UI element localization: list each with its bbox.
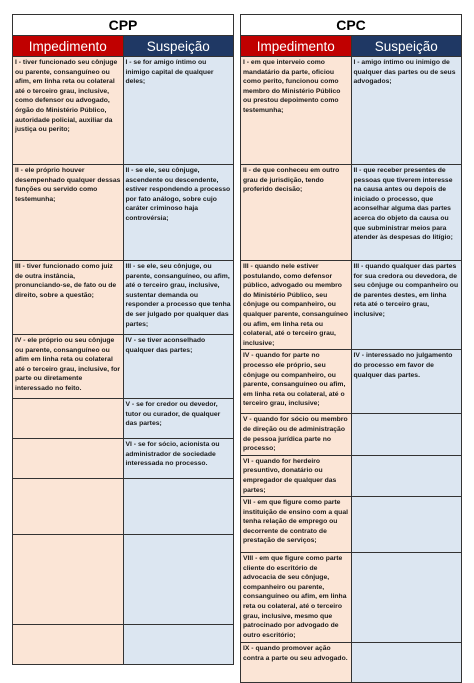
cpc-impedimento-text: III - quando nele estiver postulando, como defensor público, advogado ou membro do Ministério Público, seu cônjuge ou companheiro, ou qualquer parente, consanguíneo ou afim, em linha reta ou colateral, até o terceiro grau, inclusive;: [243, 263, 348, 347]
cpp-row: [13, 479, 234, 535]
cpp-row: [13, 57, 234, 165]
cpp-suspeicao-cell: [123, 625, 234, 665]
cpc-impedimento-text: VI - quando for herdeiro presuntivo, donatário ou empregador de qualquer das partes;: [243, 457, 337, 494]
cpp-row: [13, 625, 234, 665]
cpc-impedimento-cell: [241, 350, 352, 414]
cpc-impedimento-cell: [241, 455, 352, 496]
cpc-row: [241, 350, 462, 414]
cpc-suspeicao-cell: [351, 165, 462, 261]
cpc-panel: [240, 14, 462, 683]
cpc-suspeicao-text: II - que receber presentes de pessoas que tiverem interesse na causa antes ou depois de iniciado o processo, que aconselhar alguma das partes acerca do objeto da causa ou que subministrar meios para atender às despesas do litígio;: [353, 167, 453, 242]
cpc-row: [241, 261, 462, 350]
cpp-suspeicao-text: I - se for amigo íntimo ou inimigo capital de qualquer deles;: [125, 59, 214, 86]
cpp-row: [13, 535, 234, 625]
cpc-suspeicao-cell: [351, 643, 462, 683]
cpc-header-impedimento: Impedimento: [241, 36, 352, 57]
cpp-suspeicao-cell: [123, 57, 234, 165]
cpp-suspeicao-cell: [123, 399, 234, 439]
cpp-rows: [13, 57, 234, 665]
cpp-suspeicao-cell: [123, 439, 234, 479]
cpp-header-suspeicao: Suspeição: [123, 36, 234, 57]
cpp-suspeicao-text: III - se ele, seu cônjuge, ou parente, consanguíneo, ou afim, até o terceiro grau, inclusive, sustentar demanda ou responder a processo que tenha de ser julgado por qualquer das partes;: [125, 263, 231, 328]
cpc-impedimento-text: V - quando for sócio ou membro de direção ou de administração de pessoa jurídica parte no processo;: [243, 416, 348, 453]
cpc-row: [241, 553, 462, 643]
cpc-suspeicao-text: IV - interessado no julgamento do processo em favor de qualquer das partes.: [353, 352, 453, 379]
cpp-suspeicao-cell: [123, 535, 234, 625]
cpp-row: [13, 399, 234, 439]
cpp-row: [13, 439, 234, 479]
cpc-suspeicao-cell: [351, 350, 462, 414]
cpp-suspeicao-text: II - se ele, seu cônjuge, ascendente ou descendente, estiver respondendo a processo por fato análogo, sobre cujo caráter criminoso haja controvérsia;: [125, 167, 231, 222]
cpc-suspeicao-cell: [351, 57, 462, 165]
cpc-impedimento-text: IX - quando promover ação contra a parte ou seu advogado.: [243, 645, 348, 662]
cpc-title: CPC: [240, 14, 462, 35]
cpc-row: [241, 57, 462, 165]
cpc-table: [240, 35, 462, 683]
cpp-impedimento-text: I - tiver funcionado seu cônjuge ou parente, consanguíneo ou afim, em linha reta ou colateral até o terceiro grau, inclusive, como defensor ou advogado, órgão do Ministério Público, autoridade policial, auxiliar da justiça ou perito;: [15, 59, 118, 134]
cpp-row: [13, 335, 234, 399]
cpc-suspeicao-text: III - quando qualquer das partes for sua credora ou devedora, de seu cônjuge ou companheiro ou de parentes destes, em linha reta até o terceiro grau, inclusive;: [353, 263, 459, 318]
cpc-suspeicao-cell: [351, 261, 462, 350]
cpc-impedimento-cell: [241, 57, 352, 165]
cpc-suspeicao-cell: [351, 553, 462, 643]
cpc-row: [241, 165, 462, 261]
cpp-impedimento-cell: [13, 535, 124, 625]
cpp-impedimento-cell: [13, 399, 124, 439]
cpc-row: [241, 497, 462, 553]
cpc-suspeicao-cell: [351, 455, 462, 496]
cpc-impedimento-text: I - em que interveio como mandatário da parte, oficiou como perito, funcionou como membro do Ministério Público ou prestou depoimento como testemunha;: [243, 59, 341, 114]
cpc-row: [241, 643, 462, 683]
cpc-suspeicao-cell: [351, 414, 462, 455]
cpp-impedimento-cell: [13, 165, 124, 261]
cpp-impedimento-text: III - tiver funcionado como juiz de outra instância, pronunciando-se, de fato ou de direito, sobre a questão;: [15, 263, 117, 299]
cpc-impedimento-text: IV - quando for parte no processo ele próprio, seu cônjuge ou companheiro, ou parente, consanguíneo ou afim, em linha reta ou colateral, até o terceiro grau, inclusive;: [243, 352, 346, 408]
cpc-suspeicao-cell: [351, 497, 462, 553]
cpc-impedimento-text: VIII - em que figure como parte cliente do escritório de advocacia de seu cônjuge, companheiro ou parente, consanguíneo ou afim, em linha reta ou colateral, até o terceiro grau, inclusive, mesmo que patrocinado por advogado de outro escritório;: [243, 555, 347, 639]
cpp-row: [13, 261, 234, 335]
cpp-impedimento-cell: [13, 479, 124, 535]
cpp-row: [13, 165, 234, 261]
cpc-impedimento-cell: [241, 553, 352, 643]
cpc-impedimento-cell: [241, 414, 352, 455]
cpp-panel: [12, 14, 234, 665]
cpp-impedimento-cell: [13, 335, 124, 399]
cpp-impedimento-cell: [13, 57, 124, 165]
cpc-impedimento-text: II - de que conheceu em outro grau de jurisdição, tendo proferido decisão;: [243, 167, 340, 194]
cpp-impedimento-cell: [13, 625, 124, 665]
cpp-table: [12, 35, 234, 665]
cpp-suspeicao-text: V - se for credor ou devedor, tutor ou curador, de qualquer das partes;: [125, 401, 221, 428]
cpp-suspeicao-cell: [123, 165, 234, 261]
cpc-suspeicao-text: I - amigo íntimo ou inimigo de qualquer das partes ou de seus advogados;: [353, 59, 456, 86]
cpp-impedimento-cell: [13, 439, 124, 479]
cpp-suspeicao-cell: [123, 261, 234, 335]
cpc-rows: [241, 57, 462, 683]
cpc-impedimento-cell: [241, 643, 352, 683]
cpp-header-impedimento: Impedimento: [13, 36, 124, 57]
cpc-row: [241, 455, 462, 496]
cpp-impedimento-text: IV - ele próprio ou seu cônjuge ou parente, consanguíneo ou afim em linha reta ou colateral até o terceiro grau, inclusive, for parte ou diretamente interessado no feito.: [15, 337, 121, 392]
cpp-suspeicao-cell: [123, 479, 234, 535]
cpc-impedimento-text: VII - em que figure como parte instituição de ensino com a qual tenha relação de emprego ou decorrente de contrato de prestação de serviços;: [243, 499, 348, 545]
cpp-suspeicao-text: IV - se tiver aconselhado qualquer das partes;: [125, 337, 206, 354]
cpc-header-suspeicao: Suspeição: [351, 36, 462, 57]
cpc-row: [241, 414, 462, 455]
cpc-impedimento-cell: [241, 165, 352, 261]
cpp-title: CPP: [12, 14, 234, 35]
cpp-suspeicao-text: VI - se for sócio, acionista ou administrador de sociedade interessada no processo.: [125, 441, 220, 468]
cpp-impedimento-cell: [13, 261, 124, 335]
cpc-impedimento-cell: [241, 261, 352, 350]
cpc-impedimento-cell: [241, 497, 352, 553]
cpp-suspeicao-cell: [123, 335, 234, 399]
cpp-impedimento-text: II - ele próprio houver desempenhado qualquer dessas funções ou servido como testemunha;: [15, 167, 121, 203]
